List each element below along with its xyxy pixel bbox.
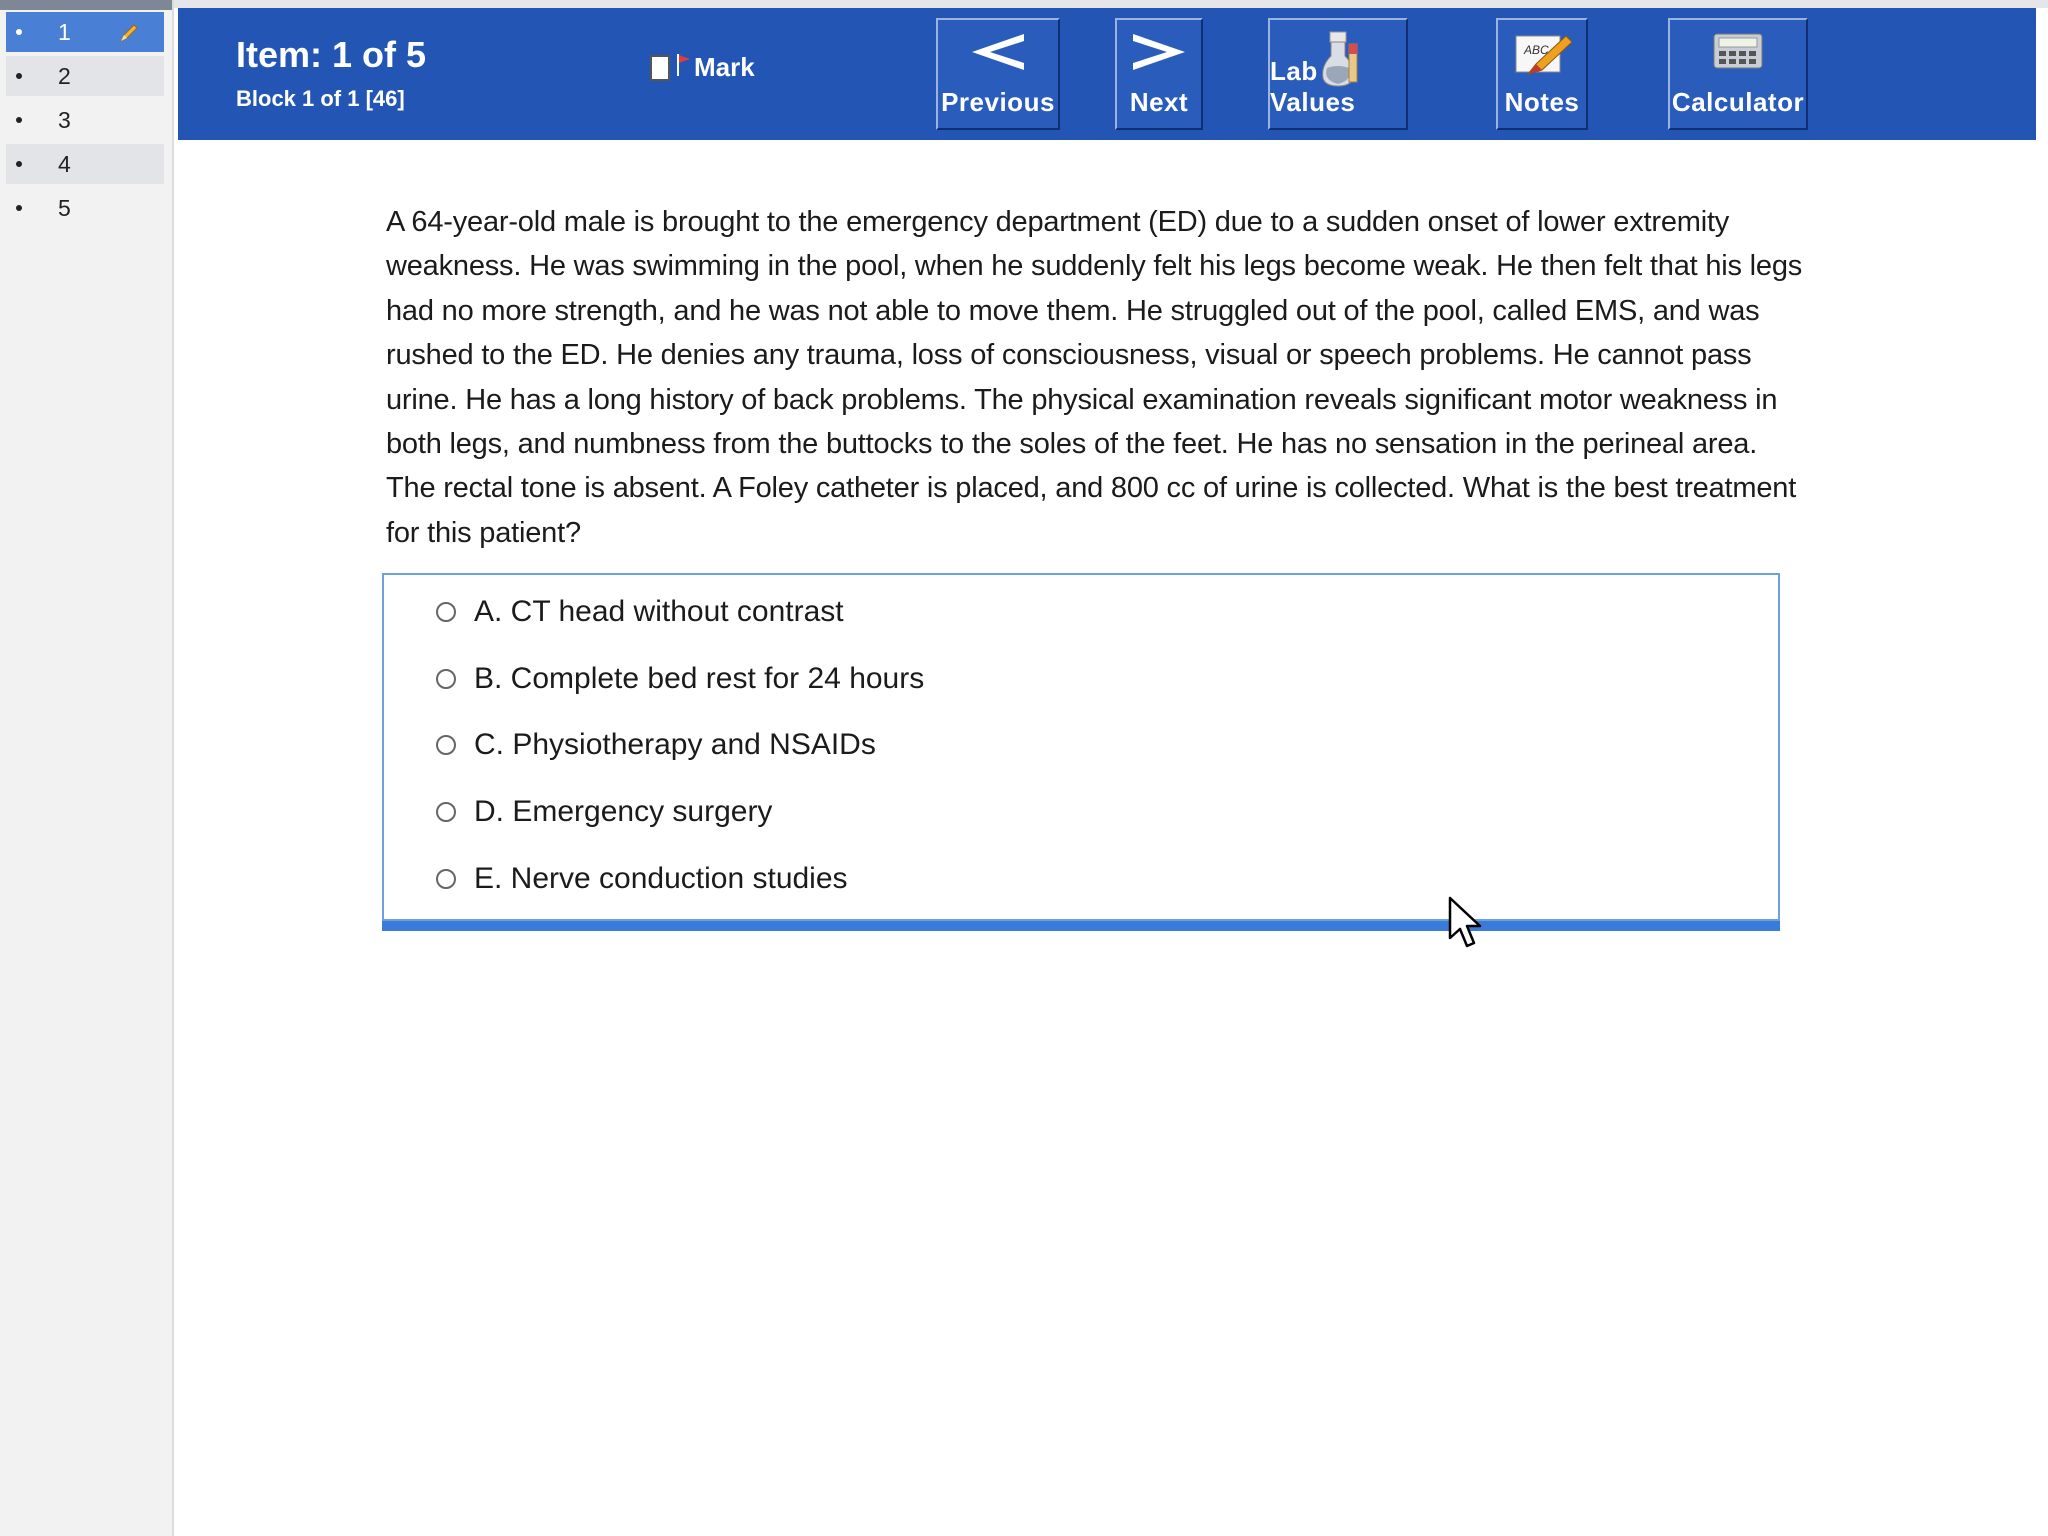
lab-values-button[interactable] [1268,18,1408,130]
answer-label: D. Emergency surgery [474,795,773,828]
top-strip [0,0,2048,8]
answer-option-b[interactable] [436,654,924,704]
calculator-icon [1670,30,1806,74]
notes-icon [1498,30,1586,80]
question-nav-item-4[interactable] [6,144,164,184]
answer-option-d[interactable] [436,787,772,837]
question-number: 4 [58,150,71,177]
answer-option-c[interactable] [436,720,876,770]
item-title: Item: 1 of 5 [236,34,427,75]
answer-option-e[interactable] [436,854,848,904]
answer-label: E. Nerve conduction studies [474,862,848,895]
question-number: 3 [58,106,71,133]
question-stem: A 64-year-old male is brought to the emergency department (ED) due to a sudden onset of lower extremity weakness. He was swimming in the pool, when he suddenly felt his legs become weak. He then felt that his legs had no more strength, and he was not able to move them. He struggled out of the pool, called EMS, and was rushed to the ED. He denies any trauma, loss of consciousness, visual or speech problems. He cannot pass urine. He has a long history of back problems. The physical examination reveals significant motor weakness in both legs, and numbness from the buttocks to the soles of the feet. He has no sensation in the perineal area. The rectal tone is absent. A Foley catheter is placed, and 800 cc of urine is collected. What is the best treatment for this patient? [386,206,1803,549]
question-navigator [0,0,174,1536]
question-nav-item-2[interactable] [6,56,164,96]
bullet-icon [16,117,22,123]
notes-label: Notes [1504,87,1580,117]
pencil-icon [118,22,140,49]
flag-icon [676,52,692,83]
block-info: Block 1 of 1 [46] [236,86,405,111]
mouse-cursor-icon [1448,896,1484,955]
question-nav-item-3[interactable] [6,100,164,140]
mark-label: Mark [694,52,755,82]
radio-button[interactable] [436,869,456,889]
answer-label: A. CT head without contrast [474,595,844,628]
right-arrow-icon [1117,30,1201,74]
lab-values-label: Lab Values [1270,56,1356,117]
answers-bottom-bar [382,921,1780,931]
question-list [6,12,164,232]
answer-label: B. Complete bed rest for 24 hours [474,662,925,695]
bullet-icon [16,29,22,35]
bullet-icon [16,161,22,167]
previous-button[interactable] [936,18,1060,130]
notes-button[interactable] [1496,18,1588,130]
next-button[interactable] [1115,18,1203,130]
flask-icon [1270,30,1406,88]
calculator-label: Calculator [1671,87,1805,117]
mark-checkbox[interactable] [650,52,755,83]
radio-button[interactable] [436,669,456,689]
question-nav-item-1[interactable] [6,12,164,52]
checkbox-icon[interactable] [650,55,670,81]
header-toolbar [178,8,2036,140]
calculator-button[interactable] [1668,18,1808,130]
question-nav-item-5[interactable] [6,188,164,228]
bullet-icon [16,205,22,211]
answer-option-a[interactable] [436,587,844,637]
radio-button[interactable] [436,802,456,822]
sidebar-cap [0,0,172,10]
question-number: 5 [58,194,71,221]
left-arrow-icon [938,30,1058,74]
question-number: 1 [58,18,71,45]
svg-text:ABC: ABC [1524,43,1549,57]
radio-button[interactable] [436,602,456,622]
answer-label: C. Physiotherapy and NSAIDs [474,728,876,761]
previous-label: Previous [941,87,1055,117]
question-number: 2 [58,62,71,89]
radio-button[interactable] [436,735,456,755]
bullet-icon [16,73,22,79]
next-label: Next [1129,87,1189,117]
answer-choices [382,573,1780,921]
